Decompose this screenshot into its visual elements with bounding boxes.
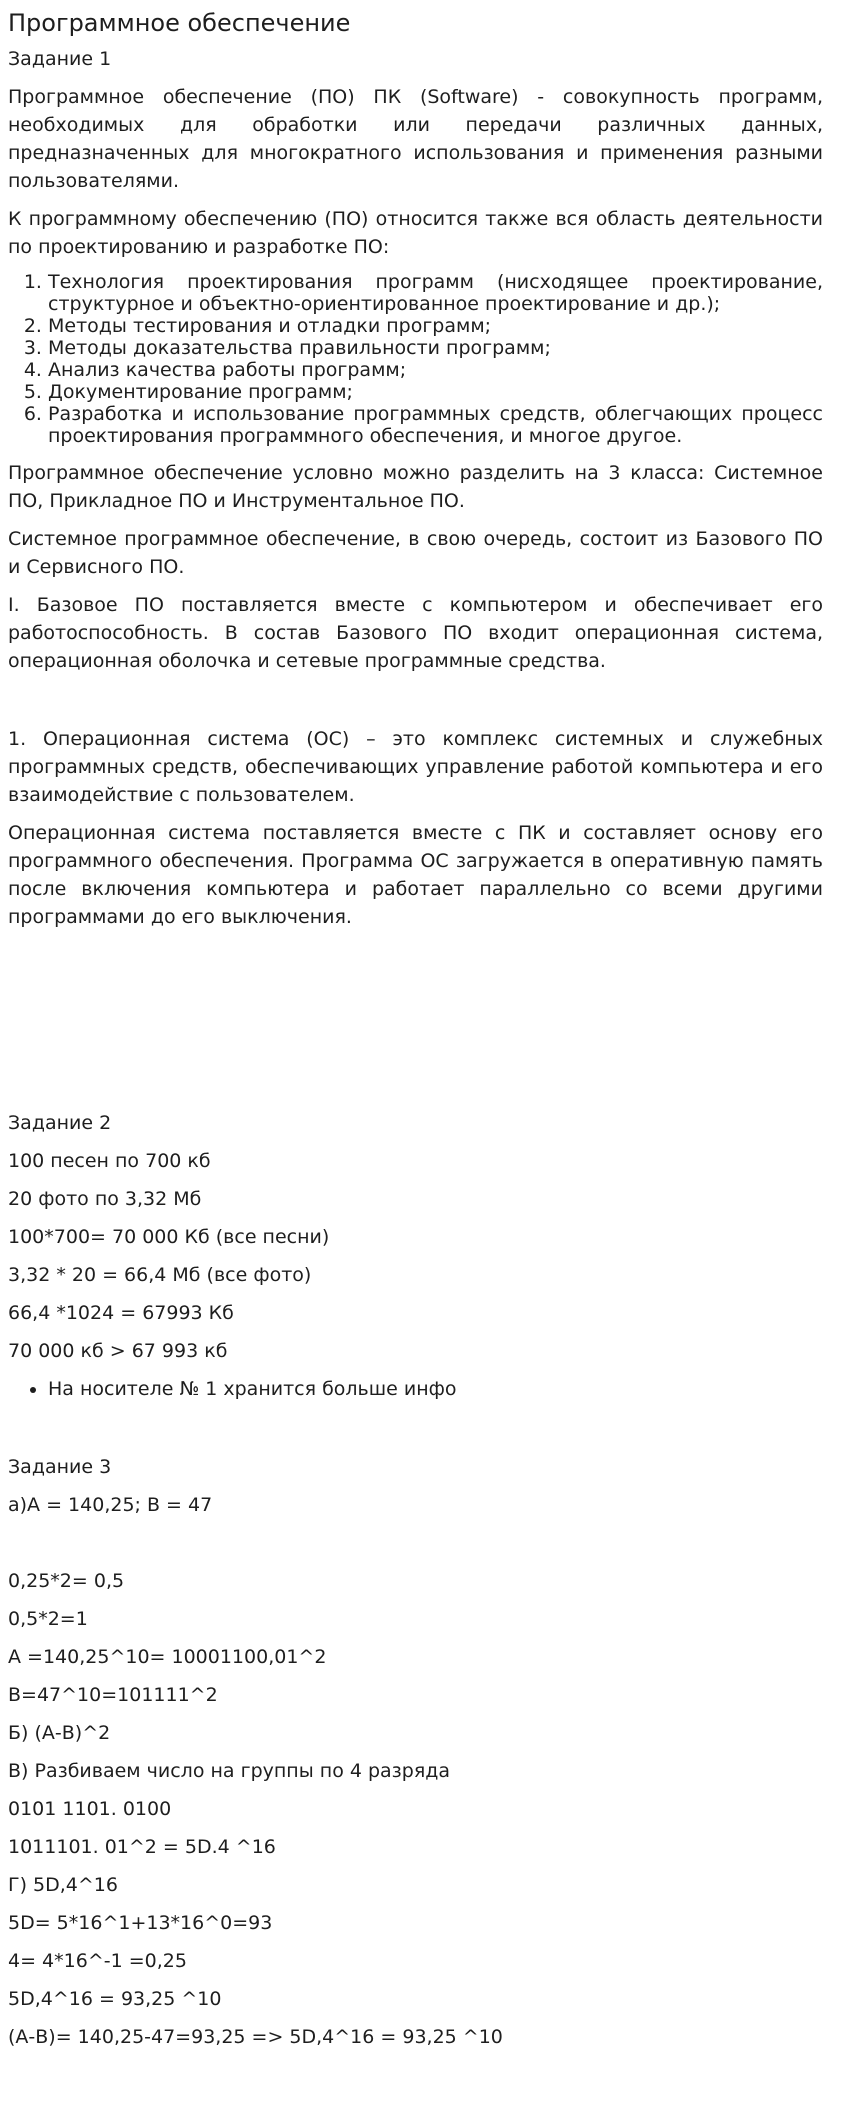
task3-line: Б) (А-В)^2 <box>8 1722 111 1744</box>
task2-label: Задание 2 <box>8 1112 112 1134</box>
list-item: 4. Анализ качества работы программ; <box>48 359 823 381</box>
task3-line: 0,25*2= 0,5 <box>8 1570 125 1592</box>
task3-line: 5D= 5*16^1+13*16^0=93 <box>8 1912 273 1934</box>
task2-line: 20 фото по 3,32 Мб <box>8 1188 202 1210</box>
spacer <box>8 685 823 725</box>
task1-paragraph-os-definition: 1. Операционная система (ОС) – это комплекс системных и служебных программных средств, обеспечивающих управление работой компьютера и его взаимодействие с пользователем. <box>8 728 823 806</box>
task2-conclusion-list <box>8 1375 823 1403</box>
list-item: 3. Методы доказательства правильности программ; <box>48 337 823 359</box>
task1-numbered-list <box>8 271 823 447</box>
task3-line: В) Разбиваем число на группы по 4 разряда <box>8 1760 451 1782</box>
task2-line: 3,32 * 20 = 66,4 Мб (все фото) <box>8 1264 312 1286</box>
task1-paragraph-base-software: I. Базовое ПО поставляется вместе с компьютером и обеспечивает его работоспособность. В состав Базового ПО входит операционная система, операционная оболочка и сетевые программные средства. <box>8 594 823 672</box>
task3-line: а)А = 140,25; В = 47 <box>8 1494 213 1516</box>
list-item: 1. Технология проектирования программ (нисходящее проектирование, структурное и объектно-ориентированное проектирование и др.); <box>48 271 823 315</box>
task3-line: 4= 4*16^-1 =0,25 <box>8 1950 187 1972</box>
task3-section <box>8 1453 823 2051</box>
spacer <box>8 1413 823 1453</box>
task2-line: 70 000 кб > 67 993 кб <box>8 1340 228 1362</box>
task1-paragraph-scope: К программному обеспечению (ПО) относится также вся область деятельности по проектированию и разработке ПО: <box>8 208 823 258</box>
task2-line: 100 песен по 700 кб <box>8 1150 211 1172</box>
task2-line: 66,4 *1024 = 67993 Кб <box>8 1302 234 1324</box>
list-item: 2. Методы тестирования и отладки программ; <box>48 315 823 337</box>
list-item: 6. Разработка и использование программных средств, облегчающих процесс проектирования программного обеспечения, и многое другое. <box>48 403 823 447</box>
task3-line: 0,5*2=1 <box>8 1608 88 1630</box>
task1-paragraph-system-software: Системное программное обеспечение, в свою очередь, состоит из Базового ПО и Сервисного ПО. <box>8 528 823 578</box>
task3-line: Г) 5D,4^16 <box>8 1874 118 1896</box>
task3-line: 0101 1101. 0100 <box>8 1798 172 1820</box>
task3-line: В=47^10=101111^2 <box>8 1684 218 1706</box>
task1-label: Задание 1 <box>8 48 112 70</box>
spacer <box>8 1529 823 1567</box>
task3-line: 1011101. 01^2 = 5D.4 ^16 <box>8 1836 276 1858</box>
task3-line: (А-В)= 140,25-47=93,25 => 5D,4^16 = 93,25 ^10 <box>8 2026 503 2048</box>
task2-section <box>8 1109 823 1403</box>
page-title: Программное обеспечение <box>8 9 351 37</box>
list-item: 5. Документирование программ; <box>48 381 823 403</box>
task3-line: 5D,4^16 = 93,25 ^10 <box>8 1988 222 2010</box>
task1-paragraph-classes: Программное обеспечение условно можно разделить на 3 класса: Системное ПО, Прикладное ПО и Инструментальное ПО. <box>8 462 823 512</box>
spacer <box>8 941 823 1109</box>
task2-line: 100*700= 70 000 Кб (все песни) <box>8 1226 330 1248</box>
task3-line: А =140,25^10= 10001100,01^2 <box>8 1646 327 1668</box>
task1-paragraph-definition: Программное обеспечение (ПО) ПК (Software) - совокупность программ, необходимых для обработки или передачи различных данных, предназначенных для многократного использования и применения разными пользователями. <box>8 86 823 192</box>
task1-paragraph-os-loading: Операционная система поставляется вместе с ПК и составляет основу его программного обеспечения. Программа ОС загружается в оперативную память после включения компьютера и работает параллельно со всеми другими программами до его выключения. <box>8 822 823 928</box>
task3-label: Задание 3 <box>8 1456 112 1478</box>
task2-conclusion: • На носителе № 1 хранится больше инфо <box>48 1375 823 1403</box>
